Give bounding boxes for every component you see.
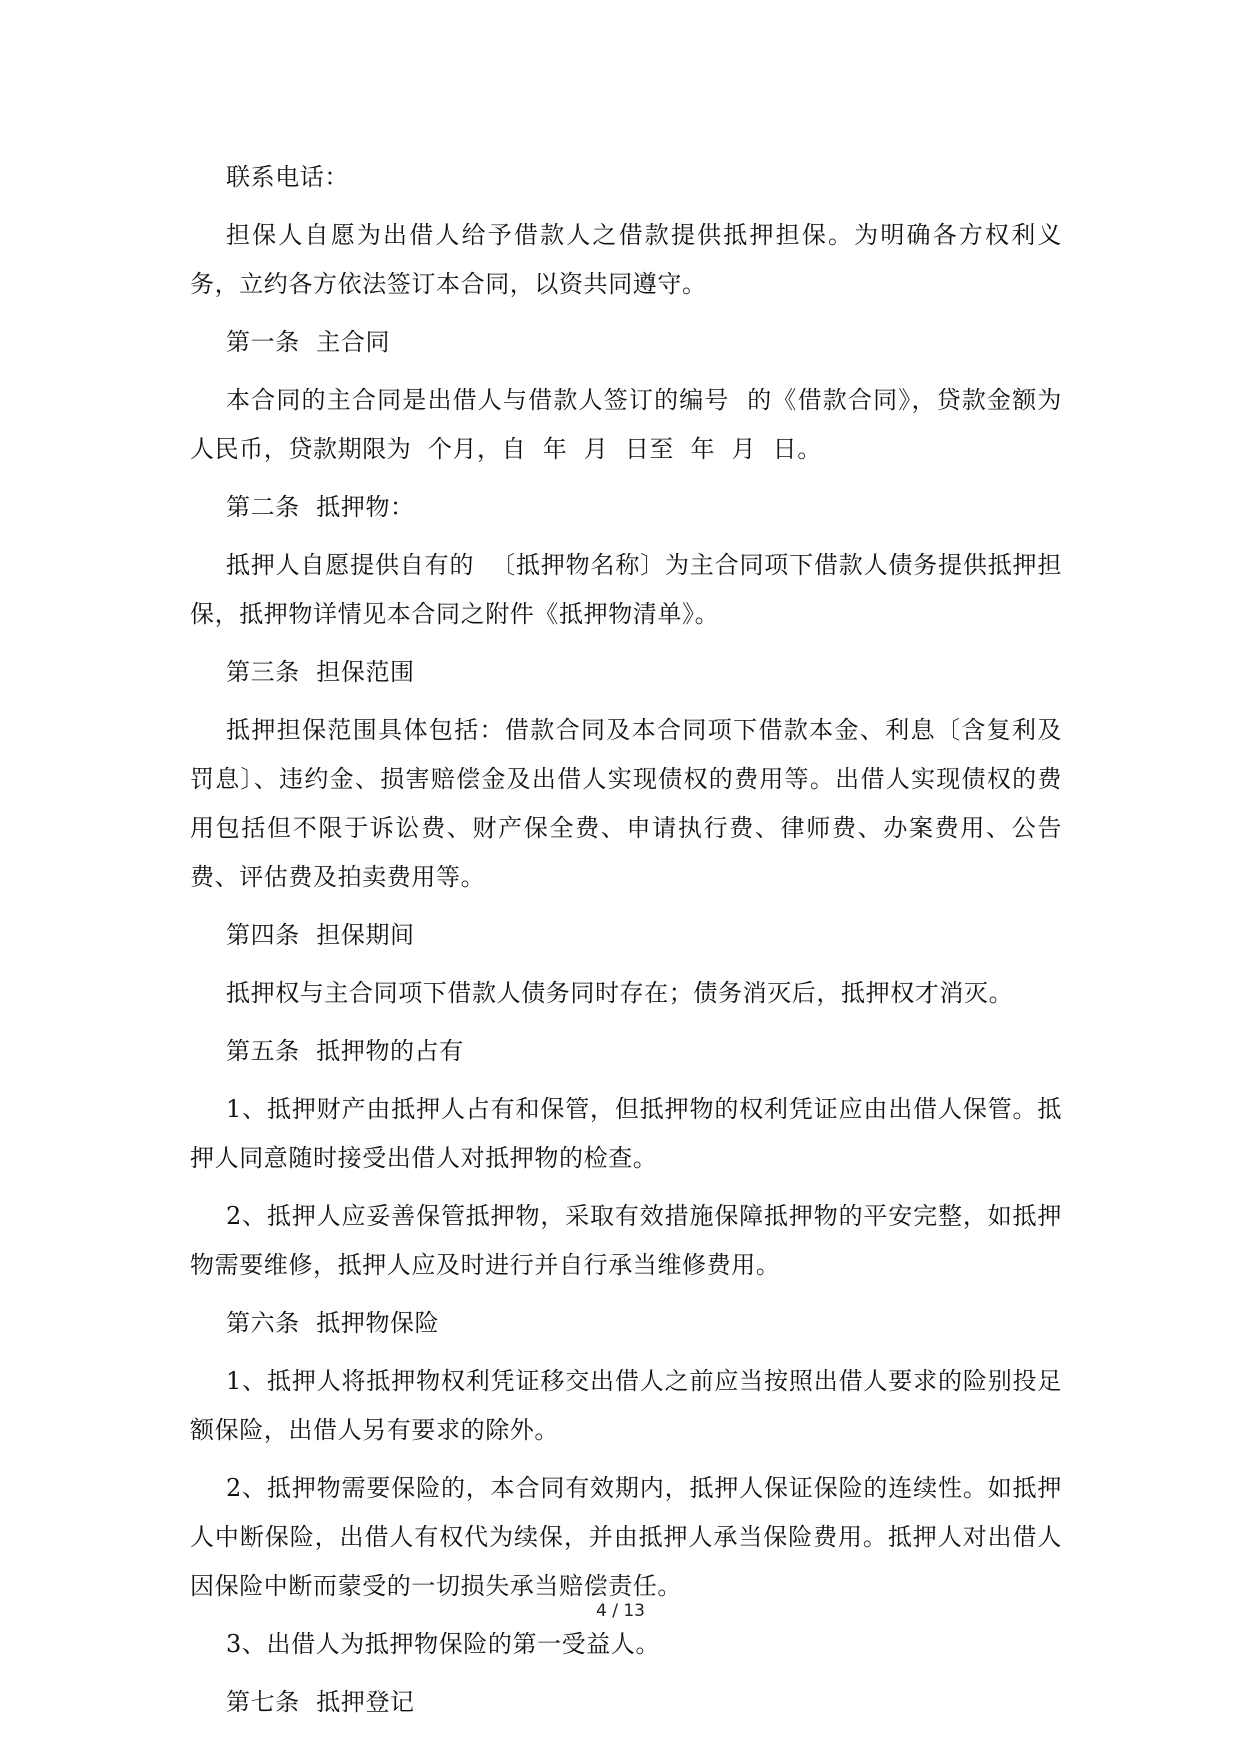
body-paragraph: 1、抵押人将抵押物权利凭证移交出借人之前应当按照出借人要求的险别投足额保险，出借人另有要求的除外。 bbox=[190, 1367, 1062, 1444]
body-paragraph: 本合同的主合同是出借人与借款人签订的编号 的《借款合同》，贷款金额为人民币，贷款期限为 个月，自 年 月 日至 年 月 日。 bbox=[190, 386, 1062, 463]
body-paragraph: 抵押权与主合同项下借款人债务同时存在；债务消灭后，抵押权才消灭。 bbox=[226, 979, 1014, 1007]
body-paragraph: 2、抵押物需要保险的，本合同有效期内，抵押人保证保险的连续性。如抵押人中断保险，出借人有权代为续保，并由抵押人承当保险费用。抵押人对出借人因保险中断而蒙受的一切损失承当赔偿责任。 bbox=[190, 1474, 1062, 1600]
body-paragraph: 抵押担保范围具体包括：借款合同及本合同项下借款本金、利息〔含复利及罚息〕、违约金、损害赔偿金及出借人实现债权的费用等。出借人实现债权的费用包括但不限于诉讼费、财产保全费、申请执行费、律师费、办案费用、公告费、评估费及拍卖费用等。 bbox=[190, 716, 1062, 891]
section-heading: 第一条 主合同 bbox=[226, 328, 391, 356]
section-heading: 第六条 抵押物保险 bbox=[226, 1309, 440, 1337]
section-heading: 第二条 抵押物： bbox=[226, 493, 415, 521]
section-heading: 第五条 抵押物的占有 bbox=[226, 1037, 464, 1065]
body-paragraph: 3、出借人为抵押物保险的第一受益人。 bbox=[226, 1630, 661, 1658]
body-paragraph: 1、抵押财产由抵押人占有和保管，但抵押物的权利凭证应由出借人保管。抵押人同意随时接受出借人对抵押物的检查。 bbox=[190, 1095, 1062, 1172]
section-heading: 第三条 担保范围 bbox=[226, 658, 415, 686]
section-heading: 第七条 抵押登记 bbox=[226, 1688, 415, 1716]
body-paragraph: 2、抵押人应妥善保管抵押物，采取有效措施保障抵押物的平安完整，如抵押物需要维修，抵押人应及时进行并自行承当维修费用。 bbox=[190, 1202, 1062, 1279]
document-body bbox=[190, 153, 1062, 1736]
body-paragraph: 联系电话： bbox=[226, 163, 349, 191]
body-paragraph: 担保人自愿为出借人给予借款人之借款提供抵押担保。为明确各方权利义务，立约各方依法签订本合同，以资共同遵守。 bbox=[190, 221, 1062, 298]
page-number: 4 / 13 bbox=[596, 1601, 645, 1621]
section-heading: 第四条 担保期间 bbox=[226, 921, 415, 949]
body-paragraph: 抵押人自愿提供自有的 〔抵押物名称〕为主合同项下借款人债务提供抵押担保，抵押物详情见本合同之附件《抵押物清单》。 bbox=[190, 551, 1062, 628]
